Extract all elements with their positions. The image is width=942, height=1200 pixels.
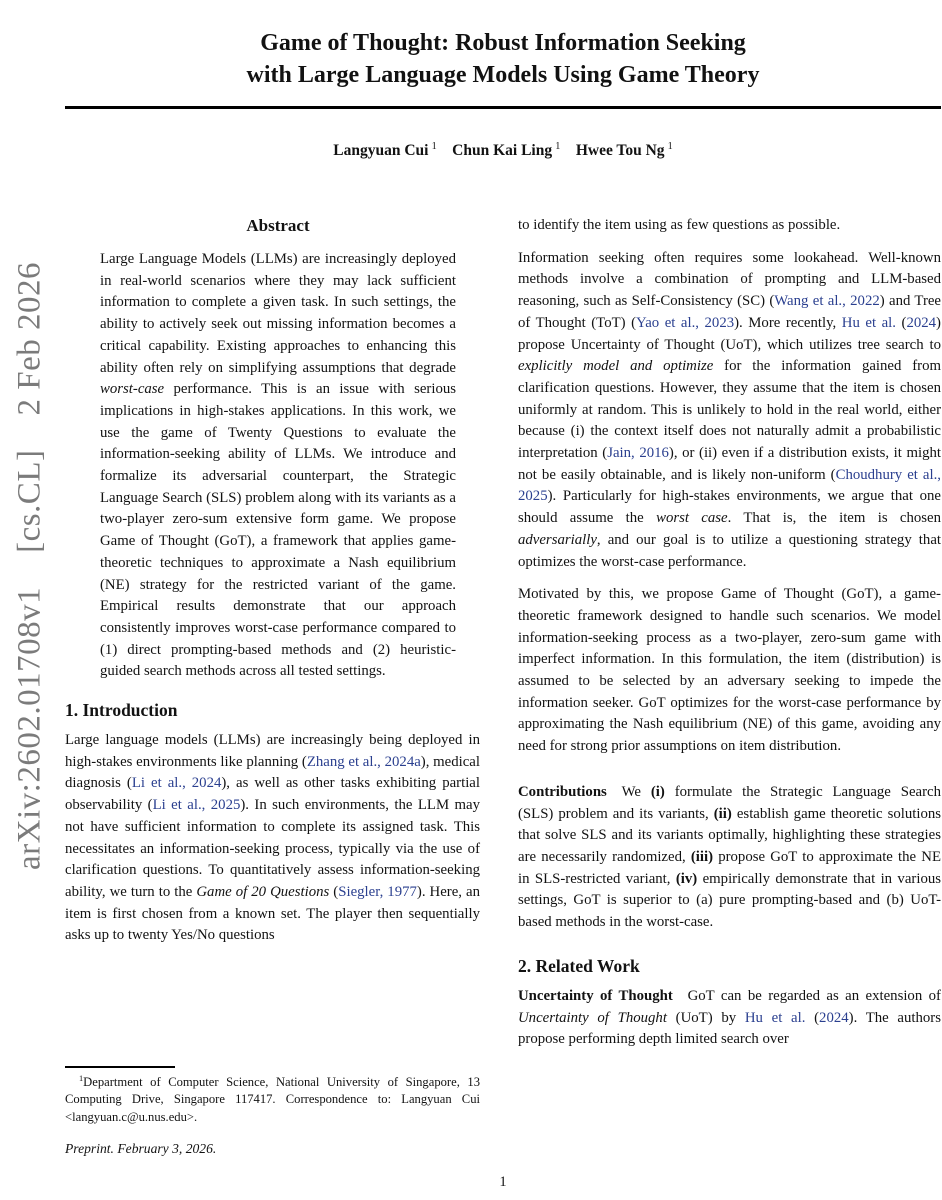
- text-segment: , and our goal is to utilize a questioning strategy that optimizes the worst-case performance.: [518, 531, 941, 570]
- text-segment: (: [895, 314, 907, 331]
- body-paragraph: [518, 215, 941, 237]
- section-heading-related-work: 2. Related Work: [518, 955, 640, 976]
- text-segment: [560, 142, 576, 159]
- abstract-text: [100, 249, 456, 683]
- text-segment: (: [329, 883, 339, 900]
- citation-link[interactable]: Li et al., 2025: [152, 797, 241, 814]
- related-work-paragraph: [518, 986, 941, 1051]
- text-segment: Department of Computer Science, National University of Singapore, 13 Computing Drive, Singapore 117417. Correspondence to: Langyuan Cui <langyuan.c@u.nus.edu>.: [65, 1075, 480, 1124]
- text-segment: performance. This is an issue with serious implications in high-stakes applications. In this work, we use the game of Twenty Questions to evaluate the information-seeking ability of LLMs. We introduce and formalize its adversarial counterpart, the Strategic Language Search (SLS) problem along with its variants as a two-player zero-sum extensive form game. We propose Game of Thought (GoT), a framework that applies game-theoretic techniques to approximate a Nash equilibrium (NE) strategy for the restricted variant of the game. Empirical results demonstrate that our approach consistently improves worst-case performance compared to (1) direct prompting-based methods and (2) heuristic-guided search methods across all tested settings.: [100, 381, 456, 680]
- text-segment: Uncertainty of Thought: [518, 1009, 667, 1026]
- text-segment: ). Particularly for high-stakes environments, we argue that one should assume the: [518, 488, 941, 527]
- paper-header: [65, 27, 941, 160]
- citation-link[interactable]: Jain, 2016: [607, 445, 669, 462]
- left-column: [65, 215, 480, 958]
- citation-link[interactable]: Zhang et al., 2024a: [306, 753, 421, 770]
- page-number: 1: [499, 1174, 507, 1190]
- citation-link[interactable]: Yao et al., 2023: [636, 314, 735, 331]
- arxiv-watermark: [0, 0, 62, 1200]
- text-segment: Hwee Tou Ng: [575, 142, 668, 159]
- text-segment: Chun Kai Ling: [452, 142, 556, 159]
- introduction-paragraph: [65, 730, 480, 947]
- text-segment: propose GoT to approximate the NE in SLS-restricted variant,: [518, 848, 942, 887]
- text-segment: (: [805, 1009, 820, 1026]
- citation-link[interactable]: 2024: [906, 314, 937, 331]
- text-segment: Information seeking often requires some lookahead. Well-known methods involve a combination of prompting and LLM-based reasoning, such as Self-Consistency (SC) (: [518, 249, 941, 310]
- text-segment: (iv): [675, 870, 698, 887]
- text-segment: ). Here, an item is first chosen from a known set. The player then sequentially asks up to twenty Yes/No questions: [65, 883, 480, 944]
- body-paragraph: [518, 248, 941, 574]
- text-segment: ). The authors propose performing depth limited search over: [518, 1009, 941, 1048]
- text-segment: ), or (ii) even if a distribution exists, it might not be easily obtainable, and is likely non-uniform (: [518, 445, 942, 483]
- text-segment: explicitly model and optimize: [518, 358, 714, 375]
- text-segment: ), medical diagnosis (: [65, 753, 480, 792]
- citation-link[interactable]: Hu et al.: [744, 1009, 806, 1026]
- text-segment: 1: [555, 140, 561, 152]
- text-segment: formulate the Strategic Language Search (SLS) problem and its variants,: [518, 783, 941, 822]
- text-segment: worst case: [656, 510, 728, 527]
- citation-link[interactable]: Hu et al.: [841, 314, 896, 331]
- right-column: [518, 215, 941, 1062]
- text-segment: Large language models (LLMs) are increasingly being deployed in high-stakes environments like planning (: [65, 732, 480, 770]
- paper-title-line1: Game of Thought: Robust Information Seeking: [260, 30, 746, 56]
- text-segment: [437, 142, 453, 159]
- text-segment: . That is, the item is chosen: [727, 510, 941, 527]
- paper-title-line2: with Large Language Models Using Game Theory: [246, 62, 760, 88]
- text-segment: (i): [650, 783, 665, 800]
- citation-link[interactable]: Wang et al., 2022: [774, 293, 880, 310]
- text-segment: adversarially: [518, 531, 597, 548]
- text-segment: Contributions: [518, 783, 607, 800]
- text-segment: worst-case: [100, 381, 165, 398]
- text-segment: (iii): [690, 848, 714, 865]
- text-segment: for the information gained from clarification questions. However, they assume that the item is chosen uniformly at random. This is unlikely to hold in the real world, either because (i) the context itself does not naturally admit a probabilistic interpretation (: [518, 358, 942, 462]
- citation-link[interactable]: Siegler, 1977: [338, 883, 417, 900]
- title-divider-rule: [65, 106, 941, 109]
- footnote-text: [65, 1074, 480, 1126]
- footnote-block: [65, 1066, 480, 1157]
- text-segment: Motivated by this, we propose Game of Thought (GoT), a game-theoretic framework designed to handle such scenarios. We model information-seeking process as a two-player, zero-sum game with imperfect information. In this formulation, the item (distribution) is assumed to be selected by an adversary seeking to impede the information seeker. GoT optimizes for the worst-case performance by approximating the Nash equilibrium (NE) of this game, avoiding any need for strong prior assumptions on item distribution.: [518, 586, 941, 755]
- footnote-rule: [65, 1066, 175, 1068]
- text-segment: 1: [431, 140, 437, 152]
- text-segment: (ii): [713, 805, 732, 822]
- text-segment: We: [606, 783, 651, 800]
- citation-link[interactable]: Li et al., 2024: [131, 775, 222, 792]
- text-segment: ) propose Uncertainty of Thought (UoT), which utilizes tree search to: [518, 314, 941, 353]
- text-segment: to identify the item using as few questions as possible.: [518, 217, 841, 233]
- citation-link[interactable]: Choudhury et al., 2025: [518, 466, 941, 505]
- body-paragraph: [518, 584, 941, 758]
- text-segment: 1: [79, 1073, 84, 1083]
- text-segment: Large Language Models (LLMs) are increasingly deployed in real-world scenarios where they may lack sufficient information to complete a given task. In such settings, the ability to actively seek out missing information becomes a critical capability. Existing approaches to enhancing this ability often rely on simplifying assumptions that degrade: [100, 251, 456, 376]
- authors-line: [65, 142, 941, 160]
- text-segment: GoT can be regarded as an extension of: [672, 987, 941, 1004]
- text-segment: Langyuan Cui: [333, 142, 432, 159]
- contributions-paragraph: [518, 782, 941, 934]
- text-segment: (UoT) by: [666, 1009, 745, 1026]
- text-segment: ) and Tree of Thought (ToT) (: [518, 293, 942, 331]
- text-segment: establish game theoretic solutions that solve SLS and its variants optimally, highlighting these strategies are necessarily randomized,: [518, 805, 942, 865]
- text-segment: ). More recently,: [734, 314, 842, 331]
- text-segment: ). In such environments, the LLM may not have sufficient information to complete its assigned task. This necessitates an information-seeking process, typically via the use of clarification questions. To quantitatively assess information-seeking ability, we turn to the: [65, 797, 480, 900]
- text-segment: Uncertainty of Thought: [518, 987, 673, 1004]
- section-heading-introduction: 1. Introduction: [65, 700, 178, 721]
- text-segment: Game of 20 Questions: [196, 883, 330, 900]
- abstract-heading: Abstract: [246, 216, 310, 235]
- arxiv-watermark-text: arXiv:2602.01708v1 [cs.CL] 2 Feb 2026: [11, 262, 48, 870]
- text-segment: 1: [667, 140, 673, 152]
- text-segment: ), as well as other tasks exhibiting partial observability (: [65, 775, 480, 814]
- preprint-note: Preprint. February 3, 2026.: [65, 1140, 217, 1156]
- citation-link[interactable]: 2024: [819, 1009, 849, 1026]
- text-segment: empirically demonstrate that in various settings, GoT is superior to (a) pure prompting-based and (b) UoT-based methods in the worst-case.: [518, 870, 941, 931]
